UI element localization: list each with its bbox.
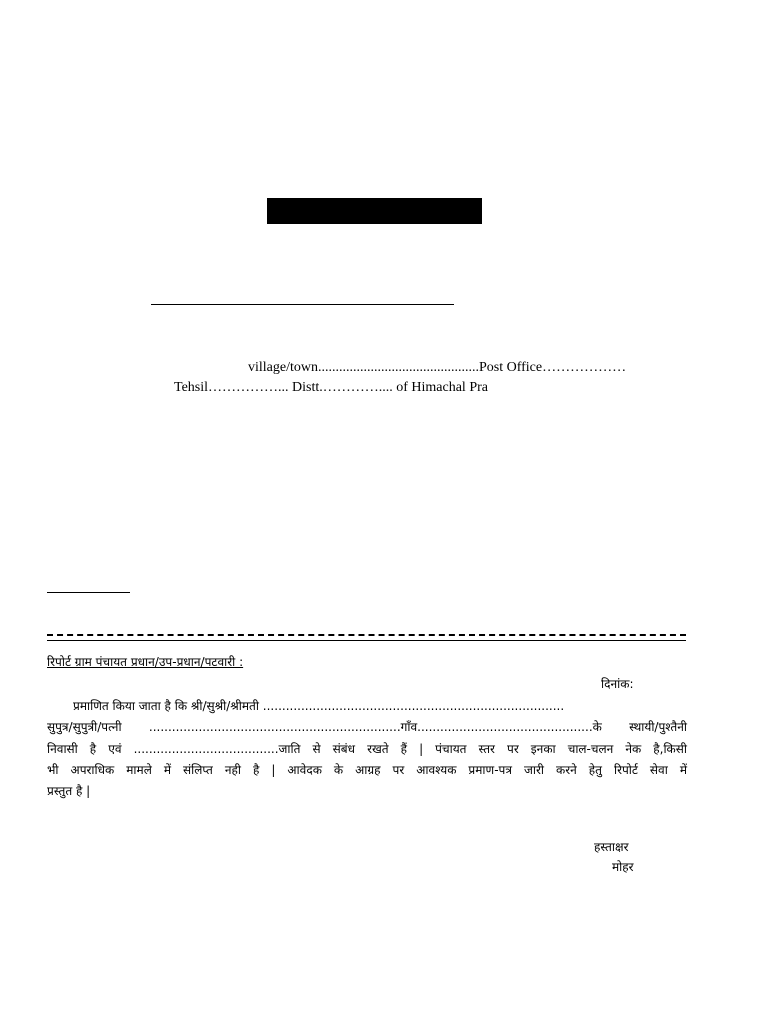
separator-line [47,640,686,641]
address-line-1: village/town..............................................Post Office……………… [248,360,627,375]
date-label: दिनांक: [601,677,634,691]
redacted-title-block [267,198,482,224]
seal-label: मोहर [612,860,634,874]
report-line-3: निवासी है एवं ......................................जाति से संबंध रखते हैं | पंचायत स्तर पर इनका चाल-चलन नेक है,किसी [47,742,687,756]
report-heading: रिपोर्ट ग्राम पंचायत प्रधान/उप-प्रधान/पटवारी : [47,655,244,669]
address-line-2: Tehsil……………... Distt.………….... of Himachal Pra [174,380,488,395]
name-underline [151,304,454,305]
report-line-2: सुपुत्र/सुपुत्री/पत्नी ..................................................................गाँव..............................................के स्थायी/पुश्तैनी [47,720,687,734]
report-line-5: प्रस्तुत है | [47,784,91,798]
report-line-1: प्रमाणित किया जाता है कि श्री/सुश्री/श्रीमती ............................................................................... [73,699,565,713]
report-line-4: भी अपराधिक मामले में संलिप्त नही है | आवेदक के आग्रह पर आवश्यक प्रमाण-पत्र जारी करने हेतु रिपोर्ट सेवा में [47,763,687,777]
signature-underline [47,592,130,593]
dashed-separator [47,634,686,636]
signature-label: हस्ताक्षर [594,840,629,854]
